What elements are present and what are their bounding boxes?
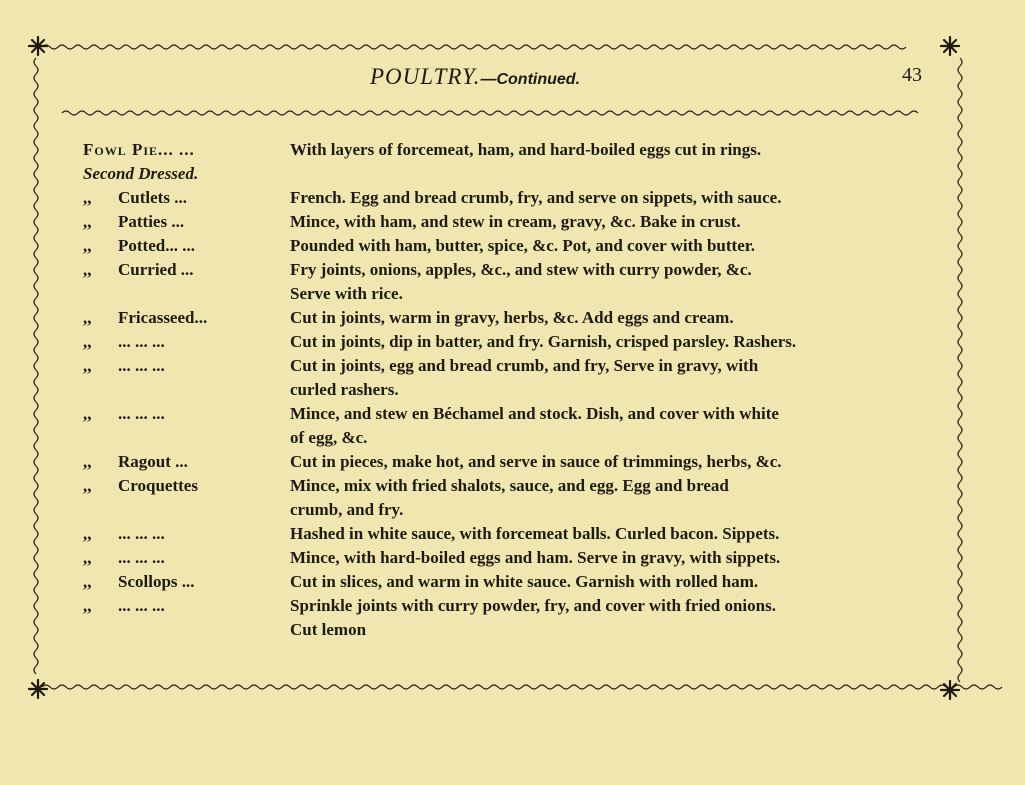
ditto-mark: ,, [83,188,92,207]
entry-name: Ragout ... [118,452,188,471]
running-header [0,62,1025,96]
ditto-mark: ,, [83,596,92,615]
corner-ornament-bottom-left [29,680,47,698]
entry-name: Scollops ... [118,572,195,591]
recipe-entry [83,570,963,594]
bottom-wavy-rule [42,685,1002,689]
recipe-entry [83,474,963,498]
recipe-entry [83,546,963,570]
recipe-entry [83,402,963,426]
continuation-line [83,282,963,306]
ditto-mark: ,, [83,212,92,231]
continuation-line [83,618,963,642]
recipe-entry [83,186,963,210]
recipe-entry [83,210,963,234]
entry-description: Cut in joints, dip in batter, and fry. Garnish, crisped parsley. Rashers. [290,332,797,351]
recipe-list [83,138,963,642]
entry-name: Fricasseed... [118,308,208,327]
continuation-line [83,498,963,522]
ditto-mark: ,, [83,236,92,255]
recipe-entry [83,450,963,474]
recipe-entry [83,354,963,378]
entry-description: Mince, with ham, and stew in cream, gravy, &c. Bake in crust. [290,212,741,231]
entry-description: Cut in joints, warm in gravy, herbs, &c. Add eggs and cream. [290,308,734,327]
page-title: POULTRY.—Continued. [370,64,581,89]
recipe-entry [83,594,963,618]
page-number: 43 [902,64,922,86]
ditto-mark: ,, [83,356,92,375]
ditto-mark: ,, [83,404,92,423]
entry-description: Mince, and stew en Béchamel and stock. Dish, and cover with white [290,404,779,423]
ditto-mark: ,, [83,308,92,327]
corner-ornament-top-right [941,37,959,55]
entry-description: Hashed in white sauce, with forcemeat balls. Curled bacon. Sippets. [290,524,780,543]
header-wavy-rule [62,111,918,115]
entry-description: With layers of forcemeat, ham, and hard-boiled eggs cut in rings. [290,140,762,159]
entry-name: Curried ... [118,260,194,279]
recipe-entry [83,234,963,258]
ditto-mark: ,, [83,548,92,567]
recipe-entry [83,522,963,546]
entry-name: Croquettes [118,476,198,495]
entry-description: crumb, and fry. [290,500,404,519]
recipe-entry [83,258,963,282]
ditto-mark: ,, [83,260,92,279]
section-heading [83,162,963,186]
left-wavy-rule [34,58,38,674]
entry-name: ... ... ... [118,524,165,543]
entry-name: ... ... ... [118,596,165,615]
ditto-mark: ,, [83,332,92,351]
ditto-mark: ,, [83,476,92,495]
entry-description: curled rashers. [290,380,399,399]
entry-description: Pounded with ham, butter, spice, &c. Pot, and cover with butter. [290,236,755,255]
entry-description: Serve with rice. [290,284,403,303]
entry-description: of egg, &c. [290,428,368,447]
ditto-mark: ,, [83,524,92,543]
entry-description: Cut in joints, egg and bread crumb, and fry, Serve in gravy, with [290,356,759,375]
entry-name: ... ... ... [118,332,165,351]
entry-description: Mince, mix with fried shalots, sauce, and egg. Egg and bread [290,476,729,495]
entry-description: French. Egg and bread crumb, fry, and serve on sippets, with sauce. [290,188,782,207]
ditto-mark: ,, [83,572,92,591]
entry-name: ... ... ... [118,548,165,567]
recipe-entry [83,330,963,354]
corner-ornament-bottom-right [941,681,959,699]
top-wavy-rule [42,45,906,49]
entry-name: Cutlets ... [118,188,187,207]
continuation-line [83,378,963,402]
entry-name: Patties ... [118,212,185,231]
entry-description: Cut in slices, and warm in white sauce. Garnish with rolled ham. [290,572,759,591]
entry-name: Potted... ... [118,236,195,255]
page-subtitle: —Continued. [480,71,581,88]
entry-description: Cut in pieces, make hot, and serve in sauce of trimmings, herbs, &c. [290,452,782,471]
recipe-entry [83,138,963,162]
entry-description: Sprinkle joints with curry powder, fry, and cover with fried onions. [290,596,776,615]
section-heading-text: Second Dressed. [83,164,199,183]
entry-name: ... ... ... [118,356,165,375]
entry-description: Fry joints, onions, apples, &c., and stew with curry powder, &c. [290,260,752,279]
continuation-line [83,426,963,450]
corner-ornament-top-left [29,37,47,55]
ditto-mark: ,, [83,452,92,471]
entry-description: Mince, with hard-boiled eggs and ham. Serve in gravy, with sippets. [290,548,781,567]
entry-name: Fowl Pie... ... [83,140,195,159]
entry-description: Cut lemon [290,620,367,639]
recipe-entry [83,306,963,330]
entry-name: ... ... ... [118,404,165,423]
